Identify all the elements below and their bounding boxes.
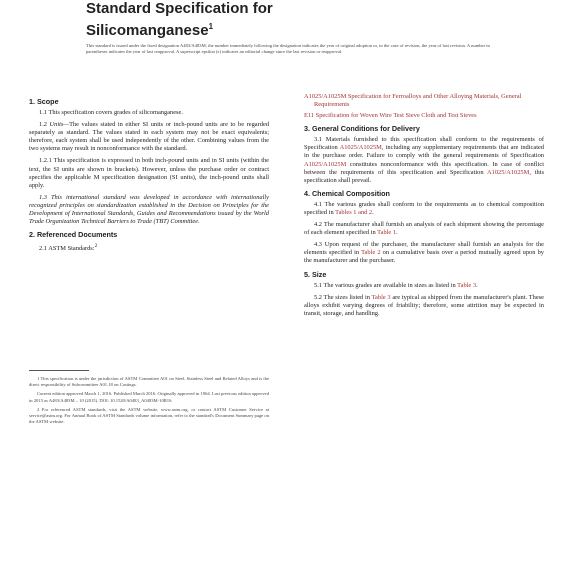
spec-link-2[interactable]: A1025/A1025M	[304, 160, 347, 168]
section-heading-scope: 1. Scope	[29, 97, 59, 106]
paragraph-1-3: 1.3 This international standard was developed in accordance with internationally recognized principles on standardization established in the Decision on Principles for the Development of International Standards, Guides and Recommendations issued by the World Trade Organization Technical Barriers to Trade (TBT) Committee.	[29, 193, 269, 226]
table-3-link-2[interactable]: Table 3	[371, 293, 391, 301]
footnote-divider	[29, 370, 89, 371]
title-line-2: Silicomanganese$^1$	[86, 22, 214, 39]
section-heading-general-conditions: 3. General Conditions for Delivery	[304, 124, 420, 134]
section-heading-chemical-composition: 4. Chemical Composition	[304, 188, 390, 198]
reference-a1025-link[interactable]: A1025/A1025M Specification for Ferroalloys and Other Alloying Materials, General Requirements	[304, 93, 522, 109]
table-1-link[interactable]: Table 1	[377, 229, 397, 237]
paragraph-1-1: 1.1 This specification covers grades of silicomanganese.	[39, 109, 183, 116]
paragraph-4-3: 4.3 Upon request of the purchaser, the manufacturer shall furnish an analysis for the elements specified in Table 2 on a cumulative basis over a period mutually agreed upon by the manufacturer and the purchaser.	[304, 241, 544, 265]
spec-link-3[interactable]: A1025/A1025M	[487, 168, 530, 176]
title-line-1: Standard Specification for	[86, 0, 273, 17]
designation-notice: This standard is issued under the fixed designation A483/A483M; the number immediately following the designation indicates the year of original adoption or, in the case of revision, the year of last revision. A number in parentheses indicates the year of last reapproval. A superscript epsilon (ε) indicates an editorial change since the last revision or reapproval.	[86, 43, 490, 55]
table-2-link[interactable]: Table 2	[361, 249, 381, 257]
paragraph-5-2: 5.2 The sizes listed in Table 3 are typical as shipped from the manufacturer's plant. These alloys exhibit varying degrees of friability; therefore, some attrition may be expected in transit, storage, and handling.	[304, 293, 544, 317]
spec-link-1[interactable]: A1025/A1025M	[339, 144, 382, 152]
section-heading-referenced-documents: 2. Referenced Documents	[29, 230, 118, 240]
paragraph-4-2: 4.2 The manufacturer shall furnish an analysis of each shipment showing the percentage of each element specified in Table 1.	[304, 221, 544, 237]
footnote-1-edition: Current edition approved March 1, 2016. Published March 2016. Originally approved in 1964. Last previous edition approved in 2015 as A483/A483M – 10 (2015). DOI: 10.1520/A0483_A0483M-10R16.	[29, 391, 269, 403]
footnote-2: 2 For referenced ASTM standards, visit the ASTM website, www.astm.org, or contact ASTM Customer Service at service@astm.org. For Annual Book of ASTM Standards volume information, refer to the standard's Document Summary page on the ASTM website.	[29, 406, 269, 425]
document-title	[86, 0, 506, 40]
footnote-1: 1 This specification is under the jurisdiction of ASTM Committee A01 on Steel, Stainless Steel and Related Alloys and is the direct responsibility of Subcommittee A01.18 on Castings.	[29, 376, 269, 388]
paragraph-3-1: 3.1 Materials furnished to this specification shall conform to the requirements of Specification A1025/A1025M, including any supplementary requirements that are indicated in the purchase order. Failure to comply with the general requirements of Specification A1025/A1025M constitutes nonconformance with this specification. In case of conflict between the requirements of this specification and Specification A1025/A1025M, this specification shall prevail.	[304, 136, 545, 184]
footnotes	[29, 376, 269, 428]
paragraph-2-1: 2.1 ASTM Standards:$^2$	[39, 243, 98, 253]
paragraph-1-2: 1.2 Units—The values stated in either SI units or inch-pound units are to be regarded separately as standard. The values stated in each system may not be exact equivalents; therefore, each system shall be used independently of the other. Combining values from the two systems may result in nonconformance with the standard.	[29, 121, 269, 153]
footnote-mark-2: 2	[94, 243, 98, 250]
paragraph-1-2-1: 1.2.1 This specification is expressed in both inch-pound units and in SI units (within the text, the SI units are shown in brackets). However, unless the purchase order or contract specifies the applicable M specification designation (SI units), the inch-pound units shall apply.	[29, 157, 269, 189]
paragraph-4-1: 4.1 The various grades shall conform to the requirements as to chemical composition specified in Tables 1 and 2.	[304, 200, 544, 216]
table-3-link[interactable]: Table 3	[457, 281, 477, 289]
right-column	[304, 93, 544, 322]
left-column	[29, 93, 269, 257]
title-footnote-mark: 1	[208, 22, 214, 31]
tables-1-2-link[interactable]: Tables 1 and 2	[335, 208, 373, 216]
paragraph-5-1: 5.1 The various grades are available in sizes as listed in Table 3.	[314, 281, 478, 289]
section-heading-size: 5. Size	[304, 269, 327, 279]
reference-e11-link[interactable]: E11 Specification for Woven Wire Test Sieve Cloth and Test Sieves	[304, 112, 477, 120]
